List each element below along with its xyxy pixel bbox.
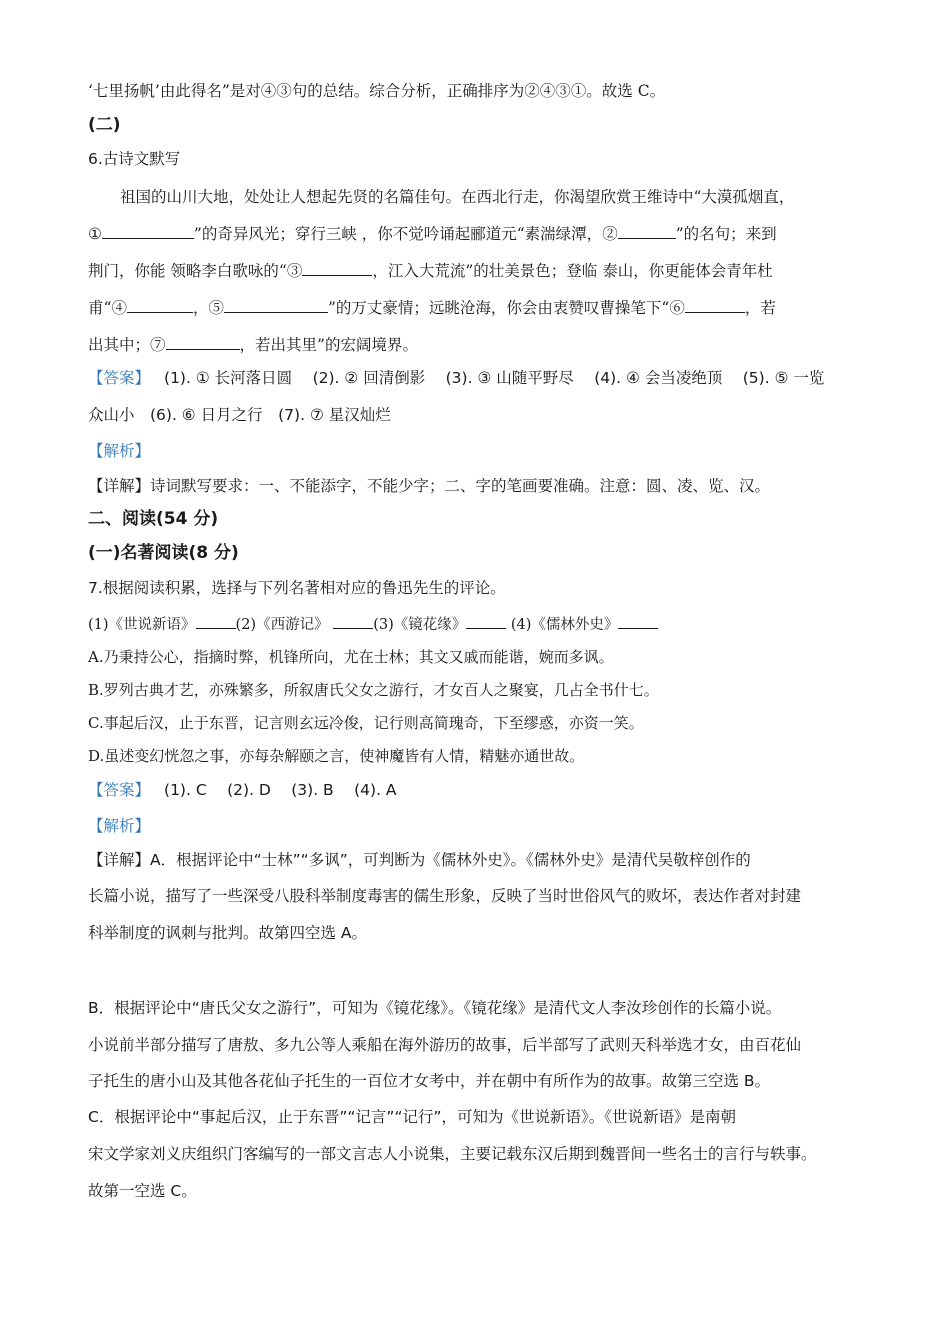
blank-6	[685, 296, 745, 313]
q7-detail-b-2: 小说前半部分描写了唐敖、多九公等人乘船在海外游历的故事，后半部写了武则天科举选才女，由百花仙	[88, 1036, 802, 1054]
blank-7-marker: ⑦	[150, 336, 166, 354]
q6-passage-line-3: 荆门，你能 领略李白歌咏的“③ ，江入大荒流”的壮美景色；登临 泰山，你更能体会青年杜	[88, 259, 890, 282]
blank-4	[127, 296, 193, 313]
q7-option-b: B.罗列古典才艺，亦殊繁多，所叙唐氏父女之游行，才女百人之聚宴，几占全书什七。	[88, 681, 659, 699]
answer-tag: 【答案】	[88, 781, 151, 799]
q7-blanks-line: (1)《世说新语》 (2)《西游记》 (3)《镜花缘》 (4)《儒林外史》	[88, 612, 890, 636]
q6-detail: 【详解】诗词默写要求：一、不能添字，不能少字；二、字的笔画要准确。注意：圆、凌、览、汉。	[88, 477, 771, 495]
q7-detail-c-1: C．根据评论中“事起后汉，止于东晋”“记言”“记行”，可知为《世说新语》。《世说新语》是南朝	[88, 1108, 737, 1126]
analysis-tag: 【解析】	[88, 817, 151, 835]
q6-answer-line-1: 【答案】 (1). ① 长河落日圆 (2). ② 回清倒影 (3). ③ 山随平野尽 (4). ④ 会当凌绝顶 (5). ⑤ 一览	[88, 369, 825, 387]
q7-blank-3	[466, 612, 506, 629]
q7-blank-1	[196, 612, 236, 629]
previous-answer-text: ‘七里扬帆’由此得名”是对④③句的总结。综合分析，正确排序为②④③①。故选 C。	[88, 82, 666, 100]
q7-option-c: C.事起后汉，止于东晋，记言则玄远冷俊，记行则高简瑰奇，下至缪惑，亦资一笑。	[88, 714, 644, 732]
part-2-subheading: (一)名著阅读(8 分)	[88, 543, 239, 563]
q7-blank-2	[333, 612, 373, 629]
q7-blank-4	[618, 612, 658, 629]
blank-4-marker: ④	[111, 299, 127, 317]
blank-3-marker: ③	[286, 262, 303, 280]
blank-6-marker: ⑥	[669, 299, 685, 317]
q7-detail-b-3: 子托生的唐小山及其他各花仙子托生的一百位才女考中，并在朝中有所作为的故事。故第三空选 B。	[88, 1072, 771, 1090]
q7-detail-b-1: B．根据评论中“唐氏父女之游行”，可知为《镜花缘》。《镜花缘》是清代文人李汝珍创作的长篇小说。	[88, 999, 782, 1017]
question-6-title: 6.古诗文默写	[88, 150, 181, 168]
section-label: (二)	[88, 115, 121, 135]
blank-5-marker: ⑤	[208, 299, 224, 317]
q7-detail-a-1: 【详解】A．根据评论中“士林”“多讽”，可判断为《儒林外史》。《儒林外史》是清代吴敬梓创作的	[88, 851, 751, 869]
q7-detail-a-3: 科举制度的讽刺与批判。故第四空选 A。	[88, 924, 368, 942]
q7-detail-a-2: 长篇小说，描写了一些深受八股科举制度毒害的儒生形象，反映了当时世俗风气的败坏，表达作者对封建	[88, 887, 802, 905]
answer-tag: 【答案】	[88, 369, 151, 387]
blank-7	[166, 333, 240, 350]
q7-option-a: A.乃秉持公心，指摘时弊，机锋所向，尤在士林；其文又戚而能谐，婉而多讽。	[88, 648, 614, 666]
question-7-title: 7.根据阅读积累，选择与下列名著相对应的鲁迅先生的评论。	[88, 579, 506, 597]
q6-passage-line-1: 祖国的山川大地，处处让人想起先贤的名篇佳句。在西北行走，你渴望欣赏王维诗中“大漠孤烟直，	[120, 188, 795, 206]
q7-answer-line: 【答案】 (1). C (2). D (3). B (4). A	[88, 781, 397, 799]
analysis-tag: 【解析】	[88, 442, 151, 460]
q6-answer-line-2: 众山小 (6). ⑥ 日月之行 (7). ⑦ 星汉灿烂	[88, 406, 391, 424]
blank-2	[618, 222, 676, 239]
blank-1	[102, 222, 194, 239]
q7-detail-c-2: 宋文学家刘义庆组织门客编写的一部文言志人小说集，主要记载东汉后期到魏晋间一些名士的言行与轶事。	[88, 1145, 817, 1163]
blank-1-marker: ①	[88, 225, 102, 243]
part-2-heading: 二、阅读(54 分)	[88, 509, 219, 529]
q7-option-d: D.虽述变幻恍忽之事，亦每杂解颐之言，使神魔皆有人情，精魅亦通世故。	[88, 747, 585, 765]
blank-5	[224, 296, 328, 313]
blank-3	[302, 259, 372, 276]
q6-passage-line-4: 甫“④ ，⑤ ”的万丈豪情；远眺沧海，你会由衷赞叹曹操笔下“⑥ ，若	[88, 296, 890, 319]
q6-passage-line-5: 出其中；⑦ ，若出其里”的宏阔境界。	[88, 333, 890, 356]
q6-passage-line-2: ① ”的奇异风光；穿行三峡 ，你不觉吟诵起郦道元“素湍绿潭，② ”的名句；来到	[88, 222, 890, 245]
q7-detail-c-3: 故第一空选 C。	[88, 1182, 197, 1200]
blank-2-marker: ②	[602, 225, 618, 243]
